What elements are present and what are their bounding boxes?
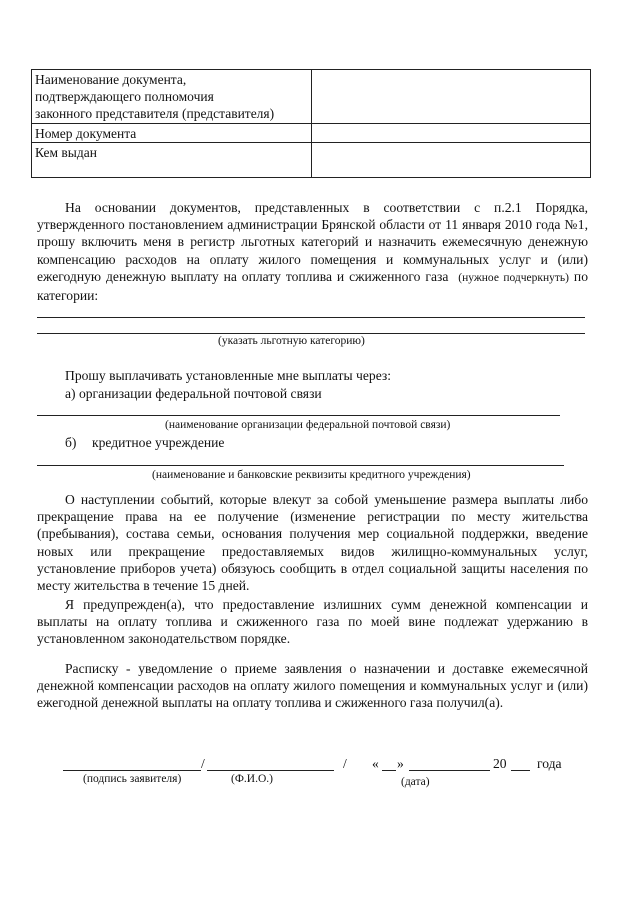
date-open-quote: « bbox=[372, 756, 379, 771]
obligation-paragraph: О наступлении событий, которые влекут за собой уменьшение размера выплаты либо прекращение права на ее получение (изменение регистрации по месту жительства (пребывания), состава семьи, основания получения мер социальной поддержки, введение новых или прекращение предоставляемых видов жилищно-коммунальных услуг, установление приборов учета) обязуюсь сообщить в отдел социальной защиты населения по месту жительства в течение 15 дней. bbox=[37, 492, 588, 594]
day-line[interactable] bbox=[382, 770, 396, 771]
category-caption: (указать льготную категорию) bbox=[218, 335, 365, 347]
signature-line[interactable] bbox=[63, 770, 201, 771]
document-number-field[interactable] bbox=[312, 124, 591, 143]
table-row bbox=[32, 70, 591, 124]
document-name-field[interactable] bbox=[312, 70, 591, 124]
name-separator: / bbox=[343, 756, 347, 771]
issued-by-label: Кем выдан bbox=[32, 143, 312, 178]
post-organization-line[interactable] bbox=[37, 415, 560, 416]
year-suffix: года bbox=[537, 756, 562, 771]
payment-intro: Прошу выплачивать установленные мне выплаты через: bbox=[65, 368, 392, 383]
signature-separator: / bbox=[201, 756, 205, 771]
basis-paragraph: На основании документов, представленных в соответствии с п.2.1 Порядка, утвержденного постановлением администрации Брянской области от 11 января 2010 года №1, прошу включить меня в регистр льготных категорий и назначить ежемесячную денежную компенсацию расходов на оплату жилого помещения и коммунальных услуг и (или) ежегодную денежную выплату на оплату топлива и сжиженного газа (нужное подчеркнуть) по категории: bbox=[37, 200, 588, 304]
representative-document-table bbox=[31, 69, 591, 178]
document-number-label: Номер документа bbox=[32, 124, 312, 143]
signature-caption: (подпись заявителя) bbox=[83, 773, 182, 785]
credit-institution-caption: (наименование и банковские реквизиты кредитного учреждения) bbox=[152, 469, 471, 481]
issued-by-field[interactable] bbox=[312, 143, 591, 178]
receipt-paragraph: Расписку - уведомление о приеме заявления о назначении и доставке ежемесячной денежной компенсации расходов на оплату жилого помещения и коммунальных услуг и (или) ежегодной денежной выплаты на оплату топлива и сжиженного газа получил(а). bbox=[37, 661, 588, 711]
date-close-quote: » bbox=[397, 756, 404, 771]
credit-institution-line[interactable] bbox=[37, 465, 564, 466]
option-b-prefix: б) bbox=[65, 435, 77, 450]
year-line[interactable] bbox=[511, 770, 530, 771]
date-caption: (дата) bbox=[401, 776, 430, 788]
underline-note: (нужное подчеркнуть) bbox=[458, 271, 569, 284]
option-b-credit: кредитное учреждение bbox=[92, 435, 225, 450]
warning-paragraph: Я предупрежден(а), что предоставление излишних сумм денежной компенсации и выплаты на оплату топлива и сжиженного газа по моей вине подлежат удержанию в установленном законодательством порядке. bbox=[37, 597, 588, 647]
year-prefix: 20 bbox=[493, 756, 507, 771]
document-name-label: Наименование документа, подтверждающего полномочия законного представителя (представителя) bbox=[32, 70, 312, 124]
month-line[interactable] bbox=[409, 770, 490, 771]
full-name-line[interactable] bbox=[207, 770, 334, 771]
full-name-caption: (Ф.И.О.) bbox=[231, 773, 273, 785]
post-organization-caption: (наименование организации федеральной почтовой связи) bbox=[165, 419, 451, 431]
table-row bbox=[32, 124, 591, 143]
category-line-1[interactable] bbox=[37, 317, 585, 318]
option-a-post: а) организации федеральной почтовой связи bbox=[65, 386, 322, 401]
table-row bbox=[32, 143, 591, 178]
